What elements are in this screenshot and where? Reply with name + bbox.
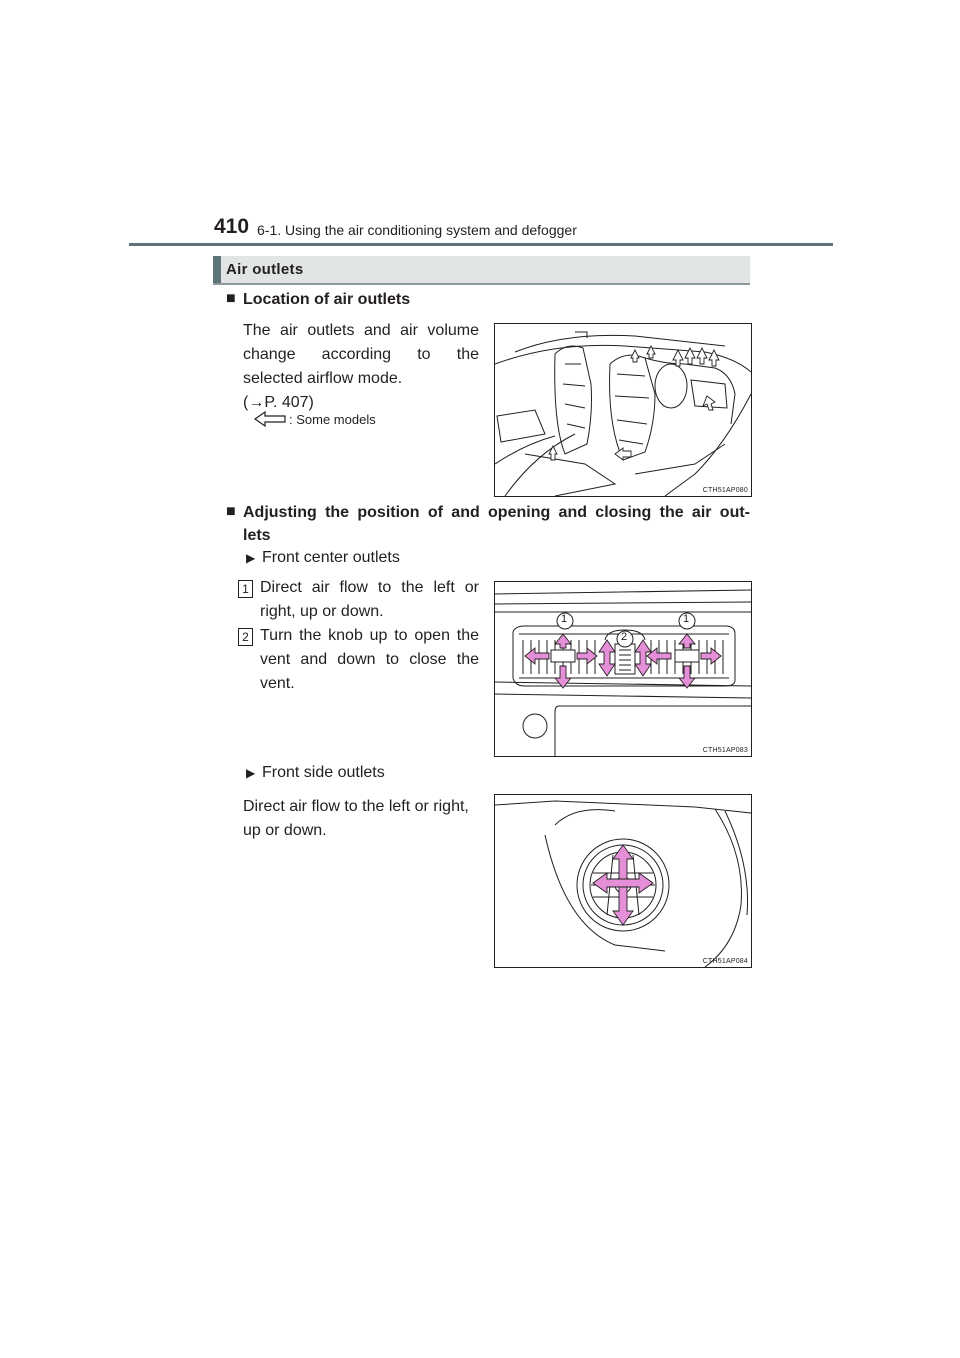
car-interior-figure [494, 323, 752, 497]
item-2-line-3: vent. [260, 675, 295, 692]
side-outlet-figure [494, 794, 752, 968]
location-line-1: The air outlets and air volume [243, 322, 479, 339]
callout-2: 2 [621, 631, 628, 643]
item-2-line-1: Turn the knob up to open the [260, 627, 479, 644]
location-heading: Location of air outlets [243, 291, 411, 308]
triangle-bullet-icon: ▶ [246, 551, 256, 565]
triangle-bullet-icon: ▶ [246, 766, 256, 780]
side-outlet-illustration [495, 795, 751, 967]
callout-1-right: 1 [683, 613, 690, 625]
running-head: 6-1. Using the air conditioning system and defogger [257, 222, 577, 238]
adjusting-heading-line-1: Adjusting the position of and opening and closing the air out- [243, 504, 750, 521]
page-number: 410 [214, 215, 250, 238]
front-side-line-2: up or down. [243, 822, 327, 839]
location-line-2: change according to the [243, 346, 479, 363]
location-line-3: selected airflow mode. [243, 370, 403, 387]
center-outlets-illustration [495, 582, 751, 756]
front-side-label: Front side outlets [262, 764, 385, 781]
figure-code: CTH51AP080 [702, 487, 748, 494]
item-number-2: 2 [238, 628, 253, 646]
section-title: Air outlets [226, 261, 304, 278]
square-bullet-icon: ■ [226, 503, 236, 520]
legend-text: : Some models [289, 412, 376, 427]
figure-code: CTH51AP084 [702, 958, 748, 965]
car-interior-illustration [495, 324, 751, 496]
adjusting-heading-line-2: lets [243, 527, 271, 544]
center-outlets-figure [494, 581, 752, 757]
item-number-1: 1 [238, 580, 253, 598]
square-bullet-icon: ■ [226, 290, 236, 307]
front-side-line-1: Direct air flow to the left or right, [243, 798, 469, 815]
section-accent [213, 256, 221, 283]
callout-1-left: 1 [561, 613, 568, 625]
header-rule [129, 243, 833, 246]
section-title-bar [213, 256, 750, 285]
figure-code: CTH51AP083 [702, 747, 748, 754]
item-1-line-1: Direct air flow to the left or [260, 579, 479, 596]
arrow-legend-icon [253, 410, 287, 428]
item-2-line-2: vent and down to close the [260, 651, 479, 668]
item-1-line-2: right, up or down. [260, 603, 384, 620]
front-center-label: Front center outlets [262, 549, 400, 566]
page-reference: (→P. 407) [243, 394, 314, 411]
